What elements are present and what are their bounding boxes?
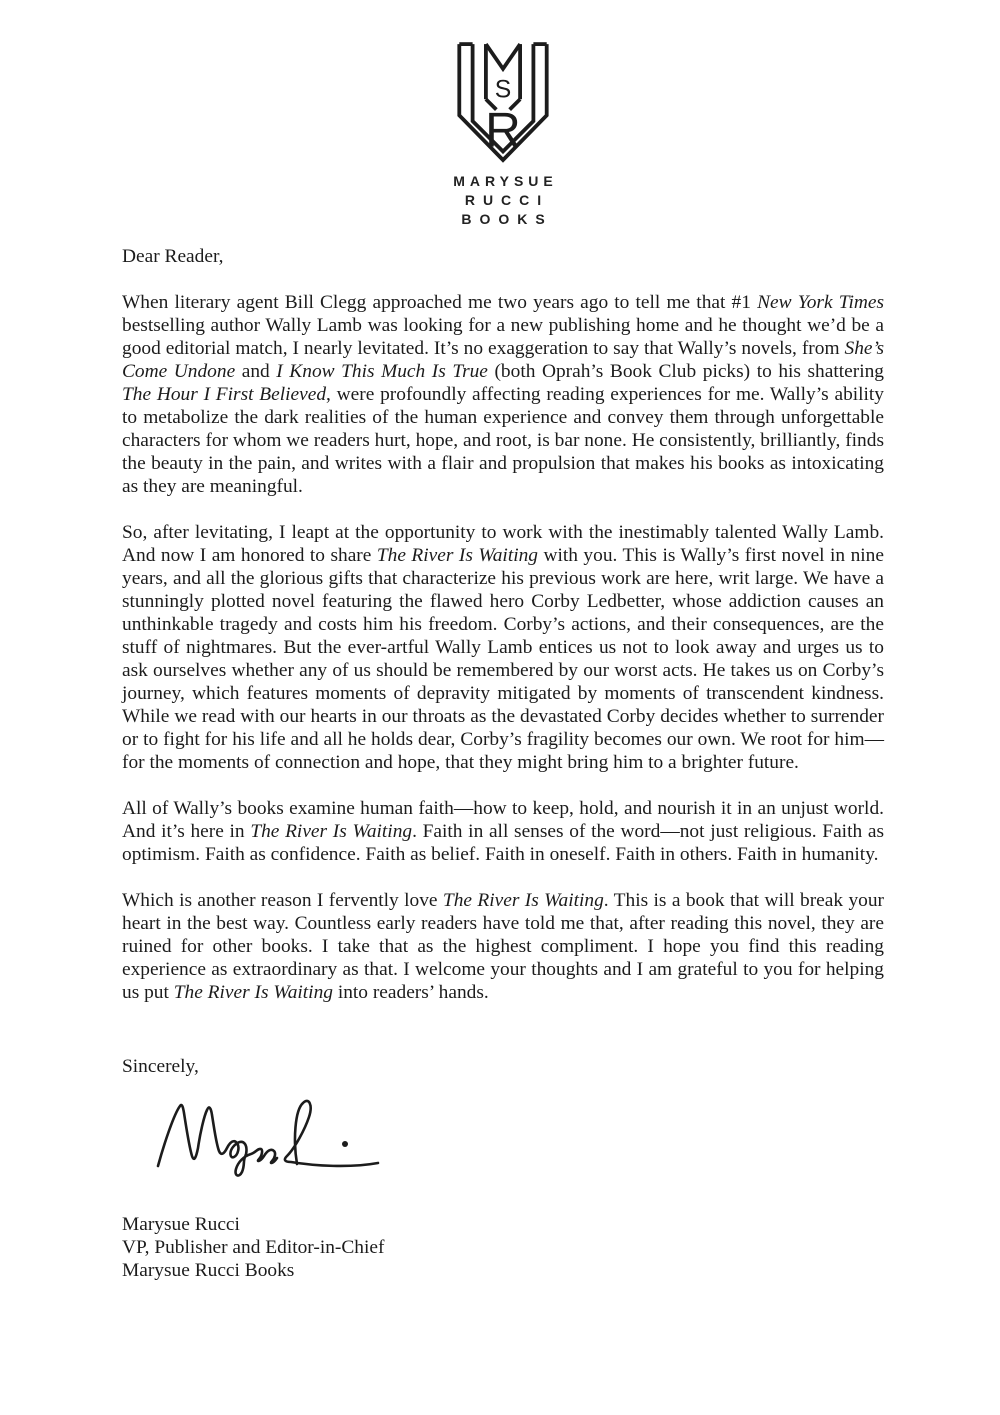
paragraph-text: , were profoundly affecting reading experiences for me. Wally’s ability to metabolize the dark realities of the human experience and convey them through unforgettable characters for whom we readers hurt, hope, and root, is bar none. He consistently, brilliantly, finds the beauty in the pain, and writes with a flair and propulsion that makes his books as intoxicating as they are meaningful. — [122, 384, 885, 497]
signoff-title: VP, Publisher and Editor-in-Chief — [122, 1237, 385, 1258]
letter-paragraph — [122, 291, 884, 498]
paragraph-text: and — [235, 361, 277, 382]
paragraph-text: bestselling author Wally Lamb was looking for a new publishing home and he thought we’d be a good editorial match, I nearly levitated. It’s no exaggeration to say that Wally’s novels, from — [122, 315, 884, 359]
signoff-company: Marysue Rucci Books — [122, 1260, 295, 1281]
wordmark-line: RUCCI — [464, 192, 550, 208]
salutation: Dear Reader, — [122, 246, 224, 267]
book-title-italic: New York Times — [757, 292, 884, 313]
paragraph-text: . Faith in all senses of the word—not just religious. Faith as optimism. Faith as confidence. Faith as belief. Faith in oneself. Faith in others. Faith in humanity. — [122, 821, 884, 865]
book-title-italic: I Know This Much Is True — [276, 361, 488, 382]
wordmark-line: MARYSUE — [453, 173, 558, 189]
paragraph-text: (both Oprah’s Book Club picks) to his shattering — [487, 361, 884, 382]
signature-script-icon — [154, 1094, 386, 1180]
publisher-logo — [122, 40, 884, 229]
book-title-italic: The River Is Waiting — [173, 982, 333, 1003]
paragraph-text: So, after levitating, I leapt at the opportunity to work with the inestimably talented Wally Lamb. And now I am honored to share — [122, 522, 884, 566]
letter-body — [122, 245, 884, 1282]
msr-monogram-icon — [446, 40, 560, 166]
handwritten-signature — [154, 1087, 884, 1187]
wordmark-line: BOOKS — [461, 211, 553, 227]
letter-paragraph — [122, 521, 884, 774]
book-title-italic: She’s Come Undone — [122, 338, 884, 382]
closing: Sincerely, — [122, 1056, 199, 1077]
letter-paragraphs — [122, 291, 884, 1004]
svg-text:S: S — [494, 76, 512, 104]
letter-paragraph — [122, 889, 884, 1004]
signoff-block — [122, 1213, 884, 1282]
book-title-italic: The River Is Waiting — [442, 890, 604, 911]
paragraph-text: When literary agent Bill Clegg approached me two years ago to tell me that #1 — [122, 292, 758, 313]
book-title-italic: The Hour I First Believed — [122, 384, 327, 405]
svg-text:R: R — [485, 102, 521, 158]
signature-i-dot — [342, 1141, 348, 1147]
signoff-name: Marysue Rucci — [122, 1214, 240, 1235]
book-title-italic: The River Is Waiting — [250, 821, 413, 842]
paragraph-text: with you. This is Wally’s first novel in nine years, and all the glorious gifts that characterize his previous work are here, writ large. We have a stunningly plotted novel featuring the flawed hero Corby Ledbetter, whose addiction causes an unthinkable tragedy and costs him his freedom. Corby’s actions, and their consequences, are the stuff of nightmares. But the ever-artful Wally Lamb entices us not to look away and urges us to ask ourselves whether any of us should be remembered by our worst acts. He takes us on Corby’s journey, which features moments of depravity mitigated by moments of transcendent kindness. While we read with our hearts in our throats as the devastated Corby decides whether to surrender or to fight for his life and all he holds dear, Corby’s fragility becomes our own. We root for him—for the moments of connection and hope, that they might bring him to a brighter future. — [122, 545, 884, 773]
letter-paragraph — [122, 797, 884, 866]
book-title-italic: The River Is Waiting — [376, 545, 538, 566]
paragraph-text: . This is a book that will break your heart in the best way. Countless early readers have told me that, after reading this novel, they are ruined for other books. I take that as the highest compliment. I hope you find this reading experience as extraordinary as that. I welcome your thoughts and I am grateful to you for helping us put — [122, 890, 884, 1003]
publisher-wordmark — [448, 172, 558, 229]
paragraph-text: All of Wally’s books examine human faith—how to keep, hold, and nourish it in an unjust world. And it’s here in — [122, 798, 884, 842]
paragraph-text: into readers’ hands. — [332, 982, 489, 1003]
paragraph-text: Which is another reason I fervently love — [122, 890, 443, 911]
